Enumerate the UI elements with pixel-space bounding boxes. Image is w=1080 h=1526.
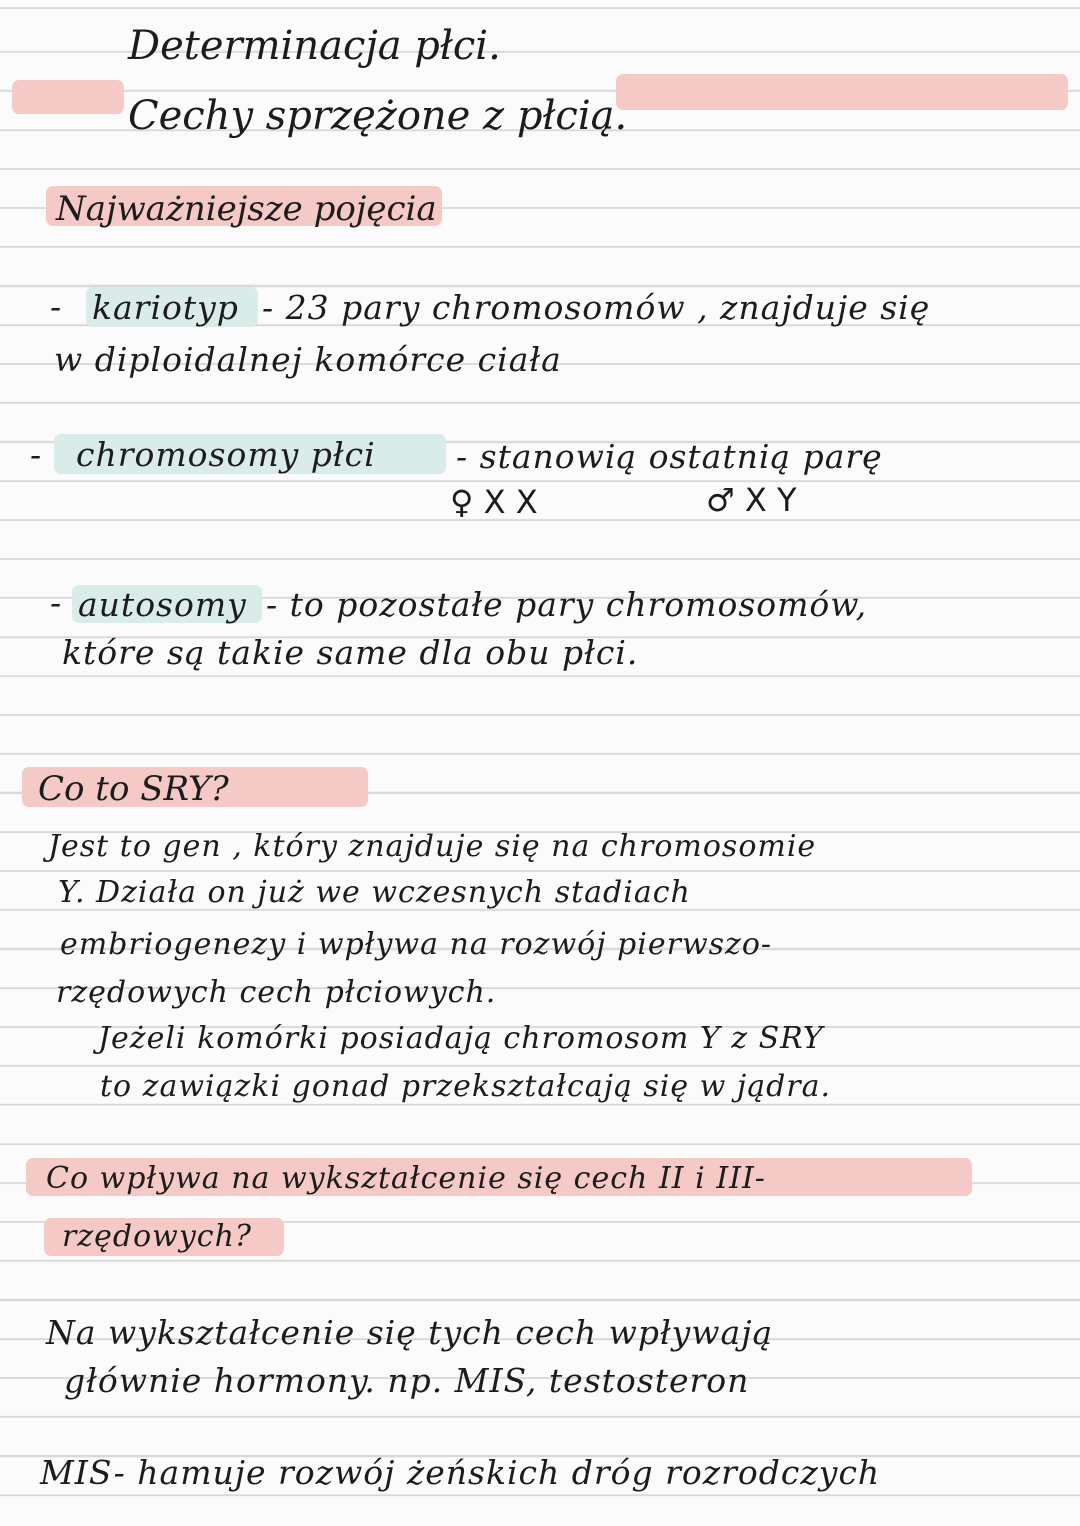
- autosomy-description-line2: które są takie same dla obu płci.: [62, 633, 639, 672]
- hormones-heading-line-2: rzędowych?: [62, 1219, 252, 1254]
- hormones-line-1: Na wykształcenie się tych cech wpływają: [46, 1313, 774, 1352]
- chromosomy-term: chromosomy płci: [76, 435, 376, 474]
- female-karyotype: ♀ X X: [450, 483, 538, 521]
- title-highlight-right: [616, 74, 1068, 110]
- autosomy-bullet: -: [50, 583, 63, 622]
- sry-line-1: Jest to gen , który znajduje się na chromosomie: [48, 829, 817, 864]
- hormones-heading-line-1: Co wpływa na wykształcenie się cech II i III-: [46, 1161, 766, 1196]
- kariotyp-description: - 23 pary chromosomów , znajduje się: [262, 288, 931, 327]
- mis-definition: MIS- hamuje rozwój żeńskich dróg rozrodczych: [40, 1453, 881, 1492]
- sry-line-4: rzędowych cech płciowych.: [56, 975, 497, 1010]
- sry-heading: Co to SRY?: [38, 769, 229, 809]
- chromosomy-description: - stanowią ostatnią parę: [456, 437, 883, 476]
- male-karyotype: ♂ X Y: [706, 481, 797, 519]
- autosomy-term: autosomy: [78, 585, 247, 624]
- page-subtitle: Cechy sprzężone z płcią.: [128, 93, 628, 139]
- sry-line-2: Y. Działa on już we wczesnych stadiach: [58, 875, 691, 910]
- hormones-line-2: głównie hormony. np. MIS, testosteron: [64, 1361, 750, 1400]
- kariotyp-bullet: -: [50, 287, 63, 326]
- title-highlight-left: [12, 80, 124, 114]
- kariotyp-description-line2: w diploidalnej komórce ciała: [54, 340, 562, 379]
- sry-line-6: to zawiązki gonad przekształcają się w jądra.: [100, 1069, 832, 1104]
- chromosomy-bullet: -: [30, 435, 43, 474]
- sry-line-3: embriogenezy i wpływa na rozwój pierwszo-: [60, 927, 773, 962]
- page-title: Determinacja płci.: [128, 23, 501, 69]
- terms-heading: Najważniejsze pojęcia: [56, 189, 437, 229]
- sry-line-5: Jeżeli komórki posiadają chromosom Y z SRY: [98, 1021, 824, 1056]
- kariotyp-term: kariotyp: [92, 288, 239, 327]
- autosomy-description: - to pozostałe pary chromosomów,: [266, 585, 868, 624]
